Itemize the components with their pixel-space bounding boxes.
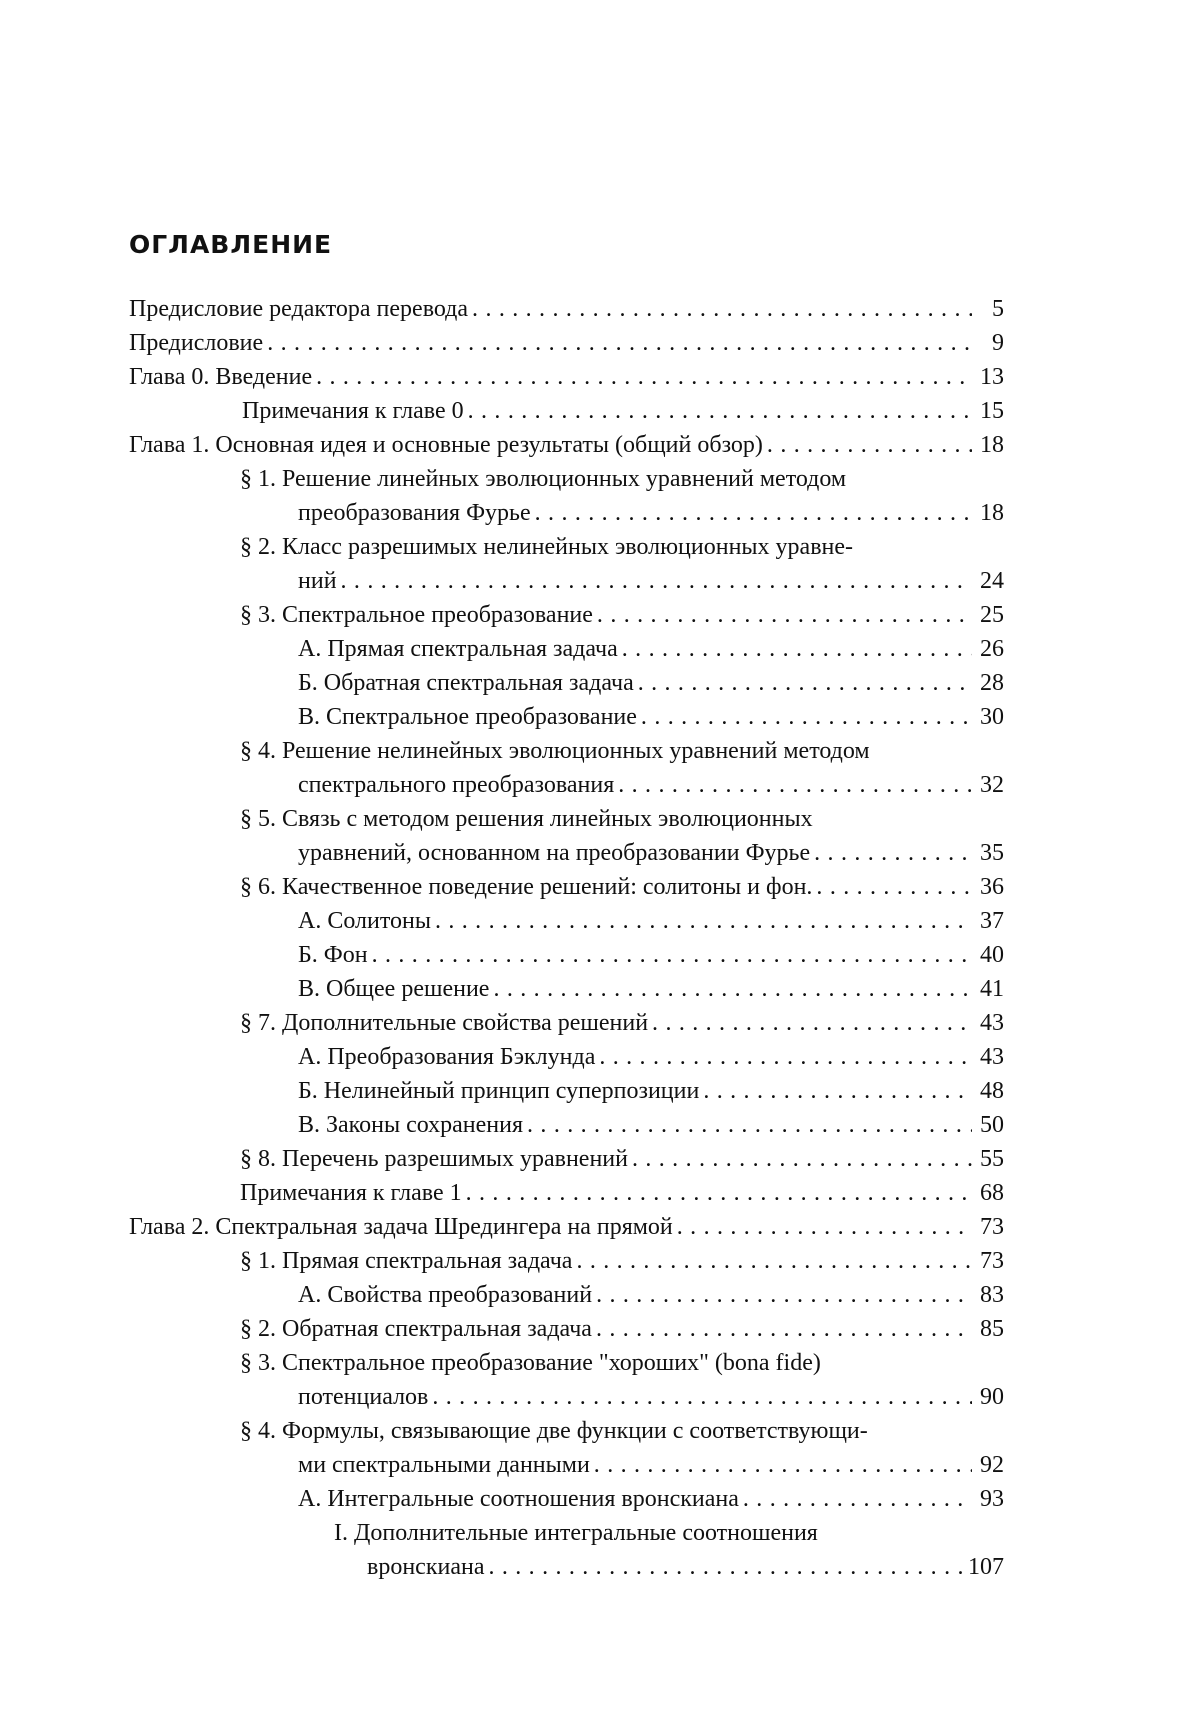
toc-entry: [240, 1346, 1004, 1414]
toc-page-number: 50: [980, 1112, 1004, 1138]
dot-leader: [652, 1006, 972, 1040]
toc-entry-title-line: § 2. Класс разрешимых нелинейных эволюционных уравне-: [240, 534, 854, 560]
toc-entry-title: § 1. Прямая спектральная задача: [240, 1248, 573, 1274]
dot-leader: [466, 1176, 972, 1210]
dot-leader: [435, 904, 972, 938]
toc-page-number: 30: [980, 704, 1004, 730]
toc-page-number: 13: [980, 364, 1004, 390]
toc-entry: [334, 1516, 1004, 1584]
toc-page-number: 24: [980, 568, 1004, 594]
dot-leader: [493, 972, 972, 1006]
dot-leader: [622, 632, 972, 666]
dot-leader: [432, 1380, 972, 1414]
toc-entry: [298, 1108, 1004, 1142]
toc-entry-title: § 8. Перечень разрешимых уравнений: [240, 1146, 628, 1172]
toc-entry: [298, 904, 1004, 938]
toc-entry-title-line: § 4. Решение нелинейных эволюционных уравнений методом: [240, 738, 870, 764]
toc-entry: [240, 598, 1004, 632]
toc-page-number: 73: [980, 1248, 1004, 1274]
toc-entry: [240, 530, 1004, 598]
toc-page-number: 9: [992, 330, 1004, 356]
dot-leader: [596, 1312, 972, 1346]
dot-leader: [341, 564, 972, 598]
dot-leader: [468, 394, 972, 428]
toc-entry-title: В. Общее решение: [298, 976, 490, 1002]
dot-leader: [816, 870, 972, 904]
toc-page-number: 90: [980, 1384, 1004, 1410]
dot-leader: [597, 598, 972, 632]
toc-entry-title: вронскиана: [367, 1554, 485, 1580]
toc-entry: [240, 1312, 1004, 1346]
toc-page-number: 92: [980, 1452, 1004, 1478]
toc-page-number: 35: [980, 840, 1004, 866]
toc-entry-title: § 2. Обратная спектральная задача: [240, 1316, 592, 1342]
toc-entry-title: § 7. Дополнительные свойства решений: [240, 1010, 649, 1036]
dot-leader: [641, 700, 972, 734]
toc-entry-title: А. Свойства преобразований: [298, 1282, 593, 1308]
toc-page-number: 28: [980, 670, 1004, 696]
toc-page-number: 26: [980, 636, 1004, 662]
toc-entry: [240, 462, 1004, 530]
toc-page-number: 40: [980, 942, 1004, 968]
toc-page-number: 43: [980, 1044, 1004, 1070]
dot-leader: [767, 428, 972, 462]
toc-entry: [298, 700, 1004, 734]
toc-entry-title: А. Преобразования Бэклунда: [298, 1044, 596, 1070]
toc-entry-title: Предисловие: [129, 330, 264, 356]
toc-entry: [298, 1278, 1004, 1312]
toc-entry: [298, 1040, 1004, 1074]
toc-page-number: 15: [980, 398, 1004, 424]
dot-leader: [527, 1108, 972, 1142]
dot-leader: [596, 1278, 972, 1312]
dot-leader: [594, 1448, 972, 1482]
dot-leader: [618, 768, 972, 802]
dot-leader: [372, 938, 972, 972]
toc-entry-title-line: § 1. Решение линейных эволюционных уравнений методом: [240, 466, 847, 492]
toc-entry-title-line: § 3. Спектральное преобразование "хороших" (bona fide): [240, 1350, 821, 1376]
dot-leader: [599, 1040, 972, 1074]
toc-page-number: 73: [980, 1214, 1004, 1240]
toc-entry-title: Глава 1. Основная идея и основные результаты (общий обзор): [129, 432, 763, 458]
dot-leader: [267, 326, 972, 360]
toc-entry-title: Предисловие редактора перевода: [129, 296, 469, 322]
toc-entry-title: § 6. Качественное поведение решений: солитоны и фон.: [240, 874, 813, 900]
toc-entry-title: Б. Обратная спектральная задача: [298, 670, 634, 696]
dot-leader: [632, 1142, 972, 1176]
toc-entry-title: ний: [298, 568, 337, 594]
toc-page-number: 18: [980, 432, 1004, 458]
dot-leader: [488, 1550, 964, 1584]
dot-leader: [703, 1074, 972, 1108]
toc-entry: [298, 938, 1004, 972]
toc-entry: [298, 972, 1004, 1006]
toc-entry: [240, 1244, 1004, 1278]
toc-page-number: 25: [980, 602, 1004, 628]
toc-entry-title: Б. Фон: [298, 942, 368, 968]
dot-leader: [638, 666, 972, 700]
toc-entry: [240, 1176, 1004, 1210]
dot-leader: [576, 1244, 972, 1278]
toc-page-number: 48: [980, 1078, 1004, 1104]
toc-entry-title: Примечания к главе 0: [242, 398, 464, 424]
toc-entry-title: В. Законы сохранения: [298, 1112, 524, 1138]
toc-entry-title: Глава 2. Спектральная задача Шредингера на прямой: [129, 1214, 673, 1240]
toc-entry: [240, 802, 1004, 870]
toc-entry-title: Б. Нелинейный принцип суперпозиции: [298, 1078, 700, 1104]
toc-page-number: 107: [968, 1554, 1004, 1580]
toc-entry-title: потенциалов: [298, 1384, 429, 1410]
toc-entry: [242, 394, 1004, 428]
toc-page-number: 41: [980, 976, 1004, 1002]
toc-entry: [240, 1142, 1004, 1176]
toc-page-number: 5: [992, 296, 1004, 322]
dot-leader: [677, 1210, 972, 1244]
toc-entry: [298, 1074, 1004, 1108]
toc-entry: [129, 360, 1004, 394]
toc-entry-title: А. Прямая спектральная задача: [298, 636, 618, 662]
dot-leader: [743, 1482, 972, 1516]
toc-entry-title: уравнений, основанном на преобразовании Фурье: [298, 840, 811, 866]
toc-entry-title-line: § 4. Формулы, связывающие две функции с соответствующи-: [240, 1418, 868, 1444]
toc-entry-title-line: I. Дополнительные интегральные соотношения: [334, 1520, 818, 1546]
toc-page-number: 55: [980, 1146, 1004, 1172]
toc-entry: [298, 666, 1004, 700]
toc-entry: [298, 632, 1004, 666]
dot-leader: [814, 836, 972, 870]
toc-entry-title: преобразования Фурье: [298, 500, 531, 526]
toc-entry-title: Глава 0. Введение: [129, 364, 313, 390]
toc-entry-title-line: § 5. Связь с методом решения линейных эволюционных: [240, 806, 813, 832]
table-of-contents: [129, 292, 1004, 1584]
toc-page-number: 43: [980, 1010, 1004, 1036]
toc-entry-title: § 3. Спектральное преобразование: [240, 602, 593, 628]
toc-entry: [129, 428, 1004, 462]
toc-entry: [240, 870, 1004, 904]
toc-entry-title: ми спектральными данными: [298, 1452, 590, 1478]
toc-page-number: 32: [980, 772, 1004, 798]
dot-leader: [535, 496, 972, 530]
dot-leader: [316, 360, 972, 394]
toc-page-number: 83: [980, 1282, 1004, 1308]
toc-entry: [129, 292, 1004, 326]
page-title: ОГЛАВЛЕНИЕ: [129, 230, 333, 259]
toc-page-number: 37: [980, 908, 1004, 934]
toc-page-number: 93: [980, 1486, 1004, 1512]
toc-page-number: 68: [980, 1180, 1004, 1206]
toc-entry: [129, 326, 1004, 360]
toc-entry: [298, 1482, 1004, 1516]
toc-entry-title: Примечания к главе 1: [240, 1180, 462, 1206]
toc-entry: [240, 1414, 1004, 1482]
toc-page-number: 18: [980, 500, 1004, 526]
toc-entry-title: А. Солитоны: [298, 908, 431, 934]
toc-page-number: 36: [980, 874, 1004, 900]
toc-entry: [129, 1210, 1004, 1244]
toc-entry-title: А. Интегральные соотношения вронскиана: [298, 1486, 739, 1512]
toc-entry: [240, 734, 1004, 802]
toc-entry: [240, 1006, 1004, 1040]
dot-leader: [472, 292, 972, 326]
toc-entry-title: В. Спектральное преобразование: [298, 704, 637, 730]
toc-entry-title: спектрального преобразования: [298, 772, 615, 798]
toc-page-number: 85: [980, 1316, 1004, 1342]
